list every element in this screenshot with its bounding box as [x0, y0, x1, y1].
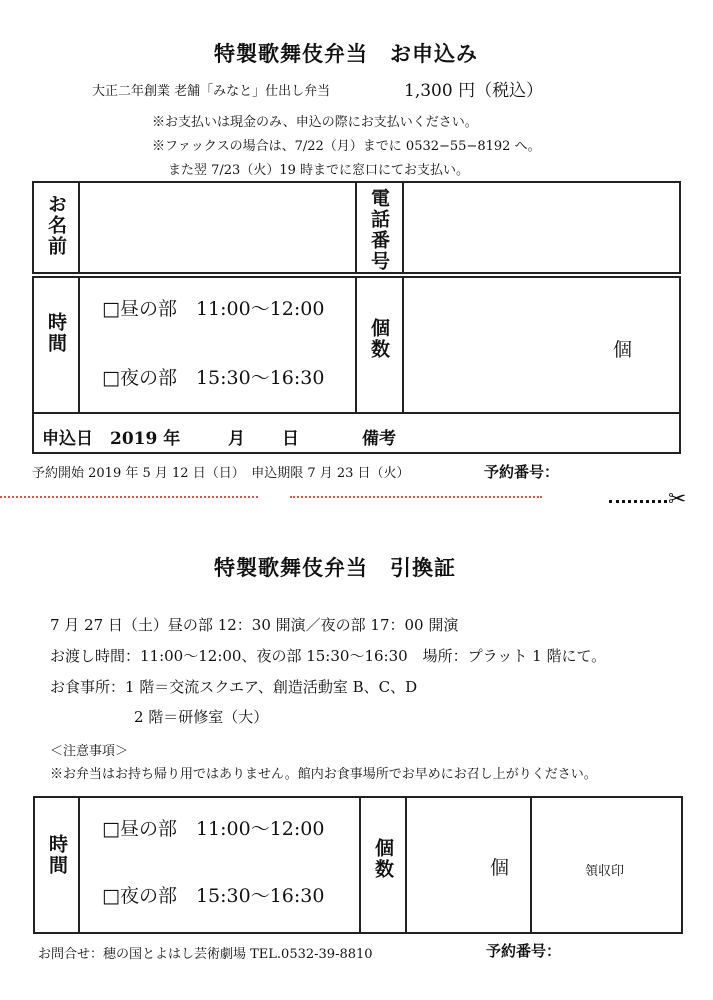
voucher-night-slot-checkbox[interactable]: □夜の部 15:30〜16:30 [102, 885, 325, 907]
quantity-field[interactable] [408, 282, 603, 408]
voucher-day-slot-checkbox[interactable]: □昼の部 11:00〜12:00 [102, 818, 325, 840]
voucher-time-label: 時間 [46, 834, 68, 876]
quantity-unit: 個 [613, 339, 633, 361]
remarks-label: 備考 [362, 429, 396, 449]
order-form-price: 1,300 円（税込） [404, 81, 544, 101]
order-reservation-number-label: 予約番号： [484, 463, 560, 481]
performance-times: 7 月 27 日（土）昼の部 12：30 開演／夜の部 17：00 開演 [50, 616, 459, 634]
dining-area-2f: 2 階＝研修室（大） [134, 708, 269, 726]
phone-field[interactable] [408, 186, 676, 268]
payment-note-2: ※ファックスの場合は、7/22（月）までに 0532−55−8192 へ。 [152, 139, 541, 154]
application-date-label: 申込日 2019 年 [42, 429, 181, 449]
payment-note-1: ※お支払いは現金のみ、申込の際にお支払いください。 [152, 115, 478, 130]
cut-line-left [0, 496, 258, 498]
day-label: 日 [282, 429, 299, 449]
month-label: 月 [228, 429, 245, 449]
receipt-stamp-label: 領収印 [585, 864, 625, 879]
quantity-label: 個数 [368, 318, 390, 360]
contact-info: お問合せ：穂の国とよはし芸術劇場 TEL.0532-39-8810 [38, 947, 373, 962]
name-field[interactable] [84, 186, 350, 268]
order-form-title: 特製歌舞伎弁当 お申込み [214, 41, 478, 66]
voucher-title: 特製歌舞伎弁当 引換証 [214, 555, 456, 580]
voucher-reservation-number-label: 予約番号： [486, 942, 562, 960]
order-period: 予約開始 2019 年 5 月 12 日（日） 申込期限 7 月 23 日（火） [32, 466, 410, 481]
voucher-quantity-label: 個数 [372, 838, 394, 880]
payment-note-3: また翌 7/23（火）19 時までに窓口にてお支払い。 [168, 163, 469, 178]
notice-text: ※お弁当はお持ち帰り用ではありません。館内お食事場所でお早めにお召し上がりください。 [50, 767, 597, 782]
voucher-quantity-field[interactable] [411, 802, 486, 928]
cut-line-right [290, 496, 542, 498]
day-slot-checkbox[interactable]: □昼の部 11:00〜12:00 [102, 298, 325, 320]
scissors-icon: ✂ [668, 487, 687, 512]
time-label: 時間 [45, 312, 67, 354]
night-slot-checkbox[interactable]: □夜の部 15:30〜16:30 [102, 367, 325, 389]
pickup-info: お渡し時間：11:00〜12:00、夜の部 15:30〜16:30 場所：プラット 1 階にて。 [50, 647, 607, 665]
order-form-subtitle: 大正二年創業 老舗「みなと」仕出し弁当 [92, 84, 331, 99]
phone-label: 電話番号 [368, 188, 390, 272]
voucher-quantity-unit: 個 [490, 857, 510, 879]
dining-area-1f: お食事所：1 階＝交流スクエア、創造活動室 B、C、D [50, 678, 418, 696]
notice-title: ＜注意事項＞ [50, 744, 129, 759]
name-label: お名前 [45, 194, 67, 257]
cut-guide [609, 500, 667, 503]
